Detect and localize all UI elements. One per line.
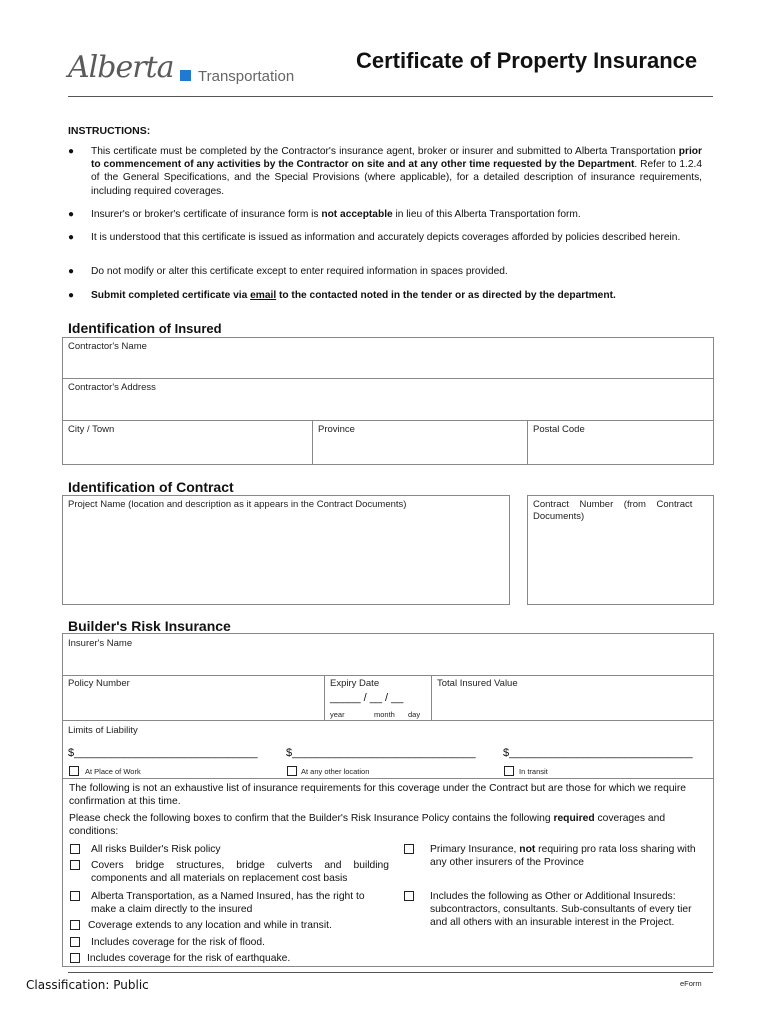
location-transit-label: Coverage extends to any location and while in transit. <box>88 920 332 931</box>
contract-number-field[interactable] <box>533 499 709 523</box>
primary-insurance-checkbox[interactable] <box>404 844 414 854</box>
instruction-text: in lieu of this Alberta Transportation form. <box>392 209 581 220</box>
alberta-logo-square-icon <box>180 70 191 81</box>
divider <box>431 675 432 720</box>
project-name-box <box>62 495 510 605</box>
in-transit-checkbox[interactable] <box>504 766 514 776</box>
city-field[interactable]: City / Town <box>68 424 115 435</box>
insured-box <box>62 337 714 465</box>
bullet-icon: ● <box>68 146 75 157</box>
bullet-icon: ● <box>68 209 75 220</box>
divider <box>62 378 714 379</box>
divider <box>62 675 714 676</box>
divider <box>324 675 325 720</box>
place-of-work-checkbox[interactable] <box>69 766 79 776</box>
total-insured-value-field[interactable]: Total Insured Value <box>437 678 518 689</box>
instructions-heading: INSTRUCTIONS: <box>68 125 151 137</box>
divider <box>62 778 714 779</box>
instruction-bullet-4 <box>68 265 702 278</box>
divider <box>62 420 714 421</box>
covers-structures-label: Covers bridge structures, bridge culverts and building components and all materials on replacement cost basis <box>91 860 389 884</box>
instruction-text: Please check the following boxes to confirm that the Builder's Risk Insurance Policy contains the following <box>69 813 554 824</box>
instruction-text: Submit completed certificate via <box>91 290 251 301</box>
contract-number-label: Contract Number (from Contract <box>533 499 693 510</box>
instruction-bold-text: prior to commencement of any activities by the Contractor on site and at any other time requested by the Department <box>91 146 702 171</box>
instruction-text: coverages and conditions: <box>69 813 666 837</box>
coverage-note: The following is not an exhaustive list of insurance requirements for this coverage under the Contract but are those for which we require confirmation at this time. <box>69 783 686 807</box>
alberta-logo-wordmark: Alberta <box>68 50 174 85</box>
bullet-icon: ● <box>68 232 75 243</box>
province-field[interactable]: Province <box>318 424 355 435</box>
named-insured-checkbox[interactable] <box>70 891 80 901</box>
label-text: Primary Insurance, <box>430 844 520 855</box>
heading-text: Identification <box>68 320 156 336</box>
header-divider <box>68 96 713 97</box>
email-link[interactable]: email <box>250 290 277 301</box>
expiry-date-label: Expiry Date <box>330 678 380 689</box>
label-text: requiring pro rata loss sharing with any other insurers of the Province <box>430 844 696 868</box>
divider <box>527 420 528 465</box>
earthquake-label: Includes coverage for the risk of earthquake. <box>87 953 291 964</box>
footer-divider <box>68 972 713 973</box>
instruction-text: It is understood that this certificate is issued as information and accurately depicts coverages afforded by policies described herein. <box>91 232 681 243</box>
instruction-text: . Refer to 1.2.4 of the General Specifications, and the Special Provisions (where applicable), for a detailed description of insurance requirements, including required coverages. <box>91 159 702 197</box>
document-title: Certificate of Property Insurance <box>356 48 698 73</box>
instruction-text: Insurer's or broker's certificate of insurance form is <box>91 209 322 220</box>
instruction-bold-text: not acceptable <box>321 209 393 220</box>
day-label: day <box>408 710 421 719</box>
contractor-name-field[interactable]: Contractor's Name <box>68 341 147 352</box>
department-name: Transportation <box>198 68 295 85</box>
additional-insureds-checkbox[interactable] <box>404 891 414 901</box>
limit-place-of-work-field[interactable]: $______________________________ <box>68 747 258 759</box>
instruction-bold-text: required <box>553 813 595 824</box>
instruction-bullet-2 <box>68 208 702 221</box>
flood-label: Includes coverage for the risk of flood. <box>91 937 265 948</box>
instruction-bullet-1 <box>68 145 702 198</box>
flood-checkbox[interactable] <box>70 937 80 947</box>
location-transit-checkbox[interactable] <box>70 920 80 930</box>
instruction-text: This certificate must be completed by the Contractor's insurance agent, broker or insurer and submitted to Alberta Transportation <box>91 146 679 157</box>
classification-label: Classification: Public <box>26 978 149 992</box>
eform-label: eForm <box>680 979 702 988</box>
other-location-checkbox[interactable] <box>287 766 297 776</box>
divider <box>312 420 313 465</box>
month-label: month <box>374 710 395 719</box>
project-name-field[interactable]: Project Name (location and description as it appears in the Contract Documents) <box>68 499 407 510</box>
heading-text: of Insured <box>155 321 222 336</box>
named-insured-label: Alberta Transportation, as a Named Insured, has the right to make a claim directly to the insured <box>91 891 365 915</box>
contract-section-heading: Identification of Contract <box>68 479 234 495</box>
insured-section-heading <box>68 320 222 336</box>
policy-number-field[interactable]: Policy Number <box>68 678 130 689</box>
year-label: year <box>330 710 345 719</box>
earthquake-checkbox[interactable] <box>70 953 80 963</box>
coverage-instruction <box>69 812 705 838</box>
instruction-bullet-5 <box>68 289 702 302</box>
expiry-date-field[interactable]: _____ / __ / __ <box>330 692 404 704</box>
builders-risk-heading: Builder's Risk Insurance <box>68 618 231 634</box>
label-bold-text: not <box>519 844 536 855</box>
limit-in-transit-field[interactable]: $______________________________ <box>503 747 693 759</box>
postal-code-field[interactable]: Postal Code <box>533 424 585 435</box>
instruction-bullet-3 <box>68 231 702 244</box>
contract-number-label: Documents) <box>533 511 585 522</box>
bullet-icon: ● <box>68 266 75 277</box>
instruction-text: to the contacted noted in the tender or as directed by the department. <box>276 290 616 301</box>
limit-other-location-field[interactable]: $______________________________ <box>286 747 476 759</box>
contractor-address-field[interactable]: Contractor's Address <box>68 382 156 393</box>
insurer-name-field[interactable]: Insurer's Name <box>68 638 133 649</box>
all-risks-checkbox[interactable] <box>70 844 80 854</box>
bullet-icon: ● <box>68 290 75 301</box>
additional-insureds-label: Includes the following as Other or Additional Insureds: subcontractors, consultants. Sub-consultants of every tier and all others with an insurable interest in the Project. <box>430 891 692 928</box>
other-location-label: At any other location <box>301 767 370 776</box>
covers-structures-checkbox[interactable] <box>70 860 80 870</box>
limits-of-liability-label: Limits of Liability <box>68 725 138 736</box>
place-of-work-label: At Place of Work <box>85 767 141 776</box>
all-risks-label: All risks Builder's Risk policy <box>91 844 221 855</box>
divider <box>62 720 714 721</box>
in-transit-label: In transit <box>519 767 548 776</box>
primary-insurance-label <box>430 843 710 869</box>
instruction-text: Do not modify or alter this certificate except to enter required information in spaces provided. <box>91 266 508 277</box>
